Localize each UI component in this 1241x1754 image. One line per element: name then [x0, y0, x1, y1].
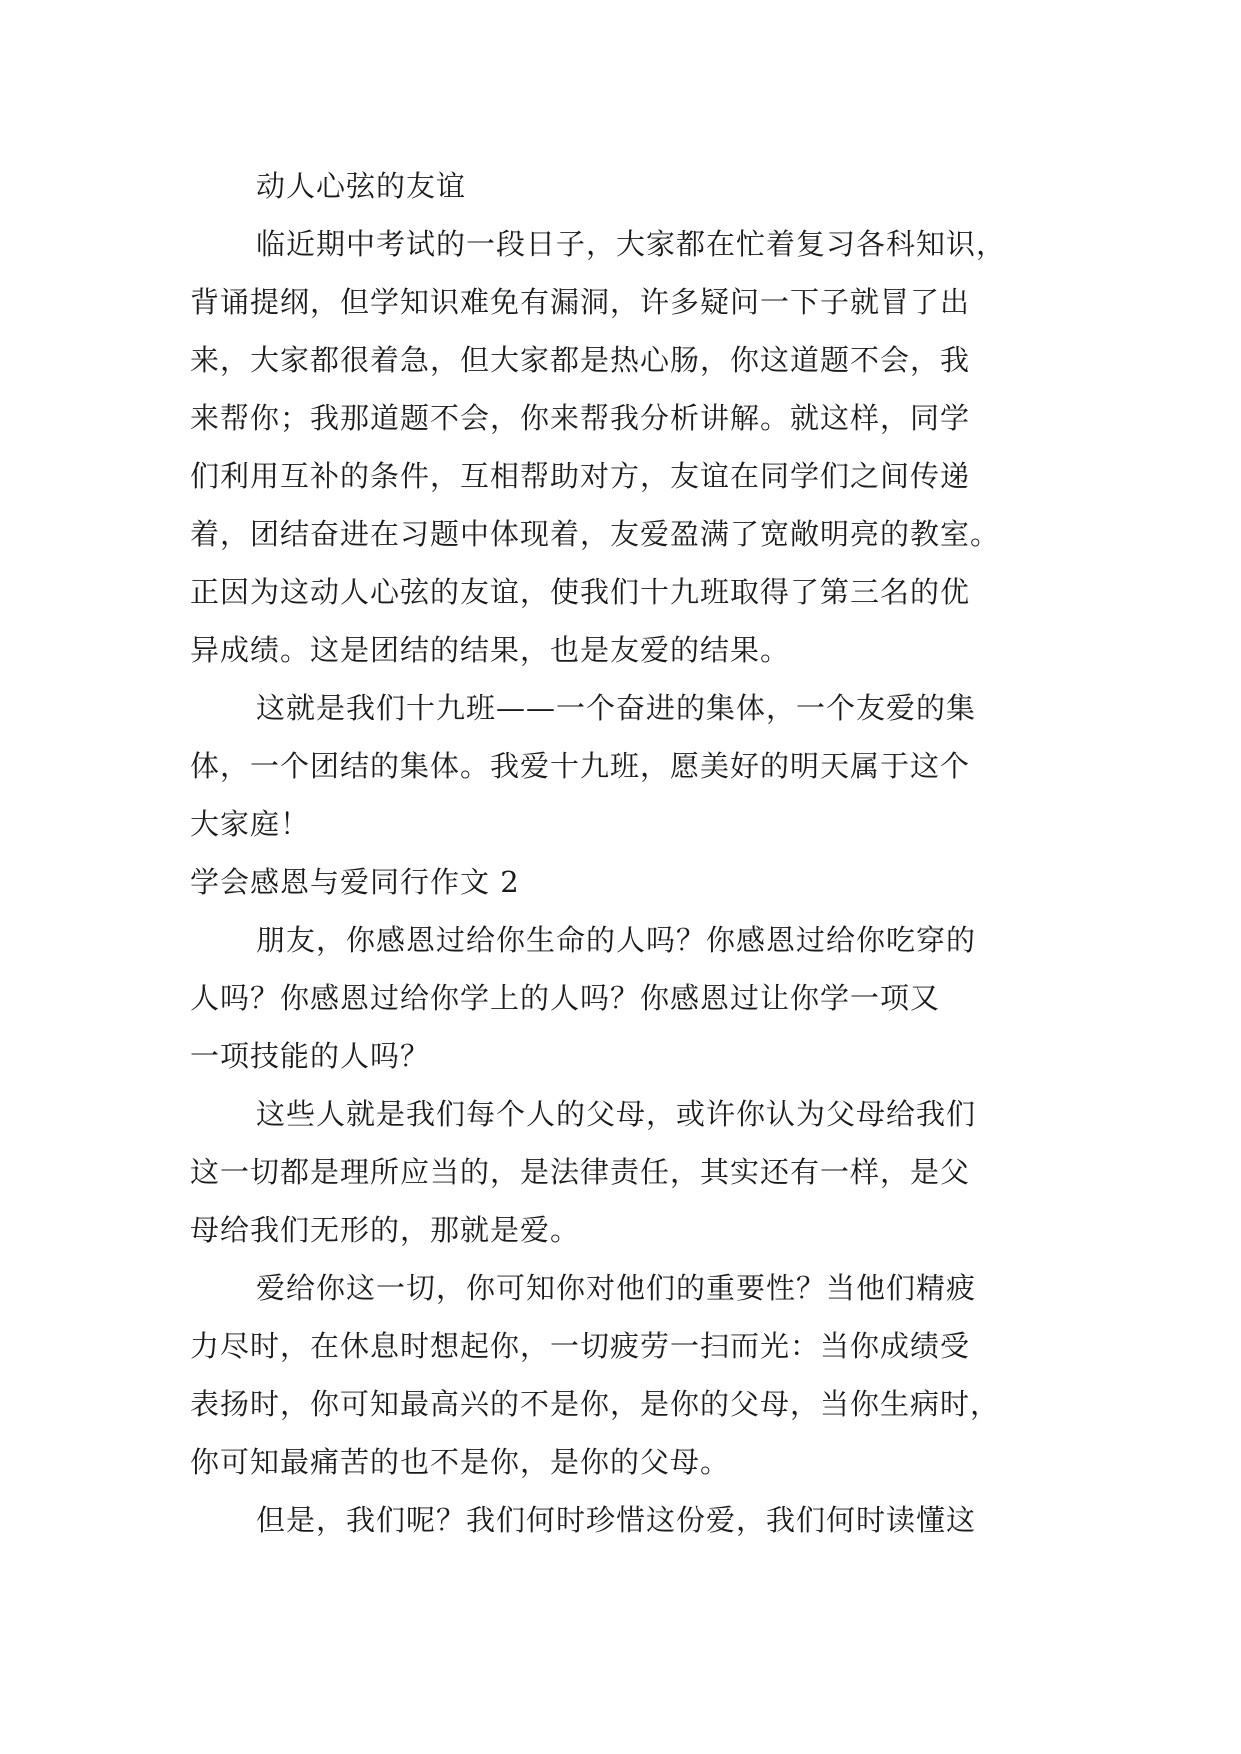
- essay-heading: 学会感恩与爱同行作文 2: [190, 865, 520, 899]
- text-line: 一项技能的人吗？: [190, 1039, 431, 1073]
- text-line: 们利用互补的条件，互相帮助对方，友谊在同学们之间传递: [190, 459, 971, 493]
- text-line: 这一切都是理所应当的，是法律责任，其实还有一样，是父: [190, 1155, 971, 1189]
- text-line: 表扬时，你可知最高兴的不是你，是你的父母，当你生病时，: [190, 1387, 1001, 1421]
- text-line: 力尽时，在休息时想起你，一切疲劳一扫而光：当你成绩受: [190, 1329, 971, 1363]
- text-line: 人吗？你感恩过给你学上的人吗？你感恩过让你学一项又: [190, 981, 941, 1015]
- text-line: 异成绩。这是团结的结果，也是友爱的结果。: [190, 633, 791, 667]
- text-line: 正因为这动人心弦的友谊，使我们十九班取得了第三名的优: [190, 575, 971, 609]
- text-line: 大家庭！: [190, 807, 311, 841]
- section-title: 动人心弦的友谊: [256, 169, 467, 203]
- text-line: 母给我们无形的，那就是爱。: [190, 1213, 581, 1247]
- text-line: 临近期中考试的一段日子，大家都在忙着复习各科知识，: [256, 227, 1007, 261]
- text-line: 朋友，你感恩过给你生命的人吗？你感恩过给你吃穿的: [256, 923, 977, 957]
- text-line: 爱给你这一切，你可知你对他们的重要性？当他们精疲: [256, 1271, 977, 1305]
- text-line: 这些人就是我们每个人的父母，或许你认为父母给我们: [256, 1097, 977, 1131]
- text-line: 来帮你；我那道题不会，你来帮我分析讲解。就这样，同学: [190, 401, 971, 435]
- text-line: 来，大家都很着急，但大家都是热心肠，你这道题不会，我: [190, 343, 971, 377]
- text-line: 这就是我们十九班——一个奋进的集体，一个友爱的集: [256, 691, 977, 725]
- text-line: 你可知最痛苦的也不是你，是你的父母。: [190, 1445, 731, 1479]
- text-line: 体，一个团结的集体。我爱十九班，愿美好的明天属于这个: [190, 749, 971, 783]
- text-line: 背诵提纲，但学知识难免有漏洞，许多疑问一下子就冒了出: [190, 285, 971, 319]
- text-line: 但是，我们呢？我们何时珍惜这份爱，我们何时读懂这: [256, 1503, 977, 1537]
- text-line: 着，团结奋进在习题中体现着，友爱盈满了宽敞明亮的教室。: [190, 517, 1001, 551]
